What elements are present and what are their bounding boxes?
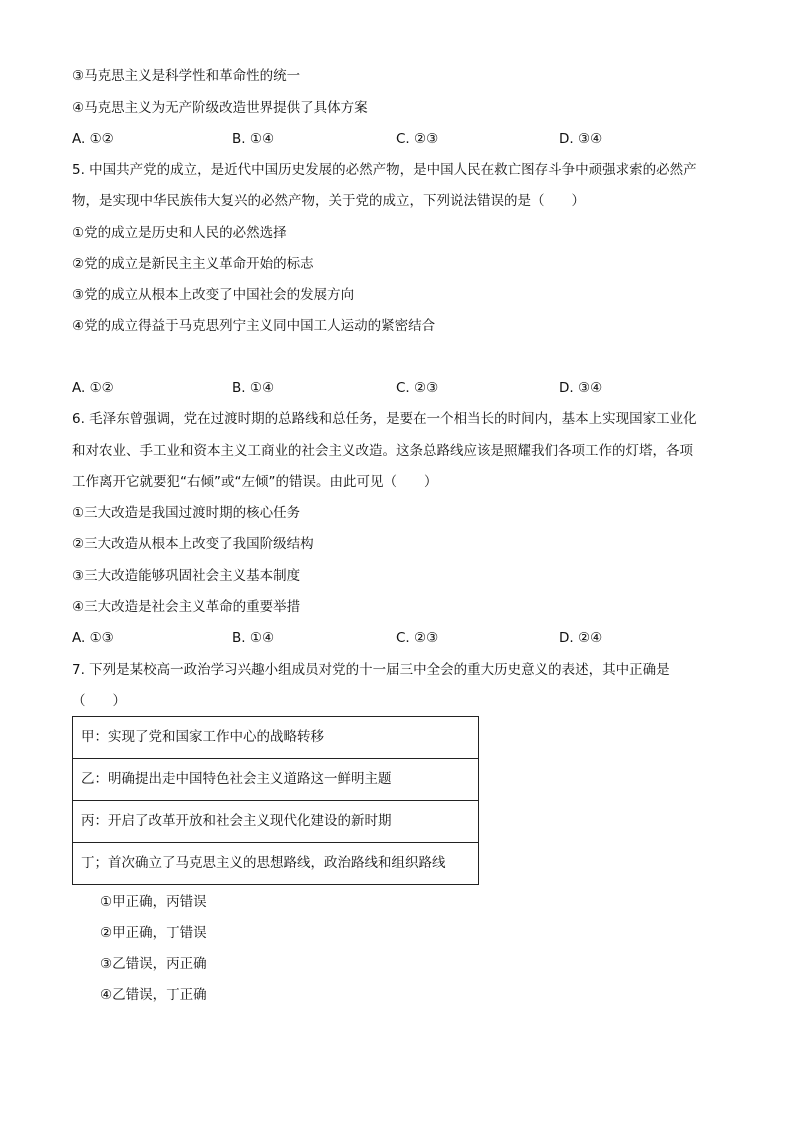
q7-table-row-yi: 乙：明确提出走中国特色社会主义道路这一鲜明主题 (73, 759, 478, 801)
q4-option-c: C. ②③ (396, 131, 439, 147)
q5-option-c: C. ②③ (396, 380, 439, 396)
q5-option-b: B. ①④ (232, 380, 275, 396)
q7-statement-4: ④乙错误，丁正确 (100, 987, 207, 1003)
q7-statement-1: ①甲正确，丙错误 (100, 894, 207, 910)
q6-options (72, 629, 722, 647)
q5-stem-line-2: 物，是实现中华民族伟大复兴的必然产物，关于党的成立，下列说法错误的是（ ） (72, 193, 585, 209)
q7-stem-line-2: （ ） (72, 693, 126, 709)
q6-statement-1: ①三大改造是我国过渡时期的核心任务 (72, 505, 301, 521)
q4-options (72, 130, 722, 148)
q6-stem-line-2: 和对农业、手工业和资本主义工商业的社会主义改造。这条总路线应该是照耀我们各项工作的灯塔，各项 (72, 443, 693, 459)
q5-statement-2: ②党的成立是新民主主义革命开始的标志 (72, 256, 314, 272)
q7-stem-line-1: 7. 下列是某校高一政治学习兴趣小组成员对党的十一届三中全会的重大历史意义的表述，其中正确是 (72, 662, 670, 678)
q5-statement-4: ④党的成立得益于马克思列宁主义同中国工人运动的紧密结合 (72, 318, 436, 334)
q6-option-b: B. ①④ (232, 630, 275, 646)
q6-statement-3: ③三大改造能够巩固社会主义基本制度 (72, 568, 301, 584)
q4-option-b: B. ①④ (232, 131, 275, 147)
q5-stem-line-1: 5. 中国共产党的成立，是近代中国历史发展的必然产物，是中国人民在救亡图存斗争中顽强求索的必然产 (72, 162, 697, 178)
q4-statement-3: ③马克思主义是科学性和革命性的统一 (72, 68, 301, 84)
q6-stem-line-1: 6. 毛泽东曾强调，党在过渡时期的总路线和总任务，是要在一个相当长的时间内，基本上实现国家工业化 (72, 411, 697, 427)
q7-table-row-bing: 丙：开启了改革开放和社会主义现代化建设的新时期 (73, 801, 478, 843)
q7-statement-table (72, 716, 479, 885)
q6-stem-line-3: 工作离开它就要犯“右倾”或“左倾”的错误。由此可见（ ） (72, 474, 438, 490)
q4-statement-4: ④马克思主义为无产阶级改造世界提供了具体方案 (72, 100, 368, 116)
q7-statement-2: ②甲正确，丁错误 (100, 925, 207, 941)
q6-option-a: A. ①③ (72, 630, 114, 646)
q6-option-c: C. ②③ (396, 630, 439, 646)
q6-statement-2: ②三大改造从根本上改变了我国阶级结构 (72, 536, 314, 552)
q4-option-d: D. ③④ (559, 131, 603, 147)
q5-options (72, 379, 722, 397)
q6-statement-4: ④三大改造是社会主义革命的重要举措 (72, 599, 301, 615)
q7-statement-3: ③乙错误，丙正确 (100, 956, 207, 972)
q7-table-row-ding: 丁；首次确立了马克思主义的思想路线，政治路线和组织路线 (73, 843, 478, 885)
q5-option-d: D. ③④ (559, 380, 603, 396)
q5-option-a: A. ①② (72, 380, 114, 396)
q5-statement-1: ①党的成立是历史和人民的必然选择 (72, 225, 287, 241)
q6-option-d: D. ②④ (559, 630, 603, 646)
q4-option-a: A. ①② (72, 131, 114, 147)
q7-table-row-jia: 甲：实现了党和国家工作中心的战略转移 (73, 717, 478, 759)
q5-statement-3: ③党的成立从根本上改变了中国社会的发展方向 (72, 287, 355, 303)
